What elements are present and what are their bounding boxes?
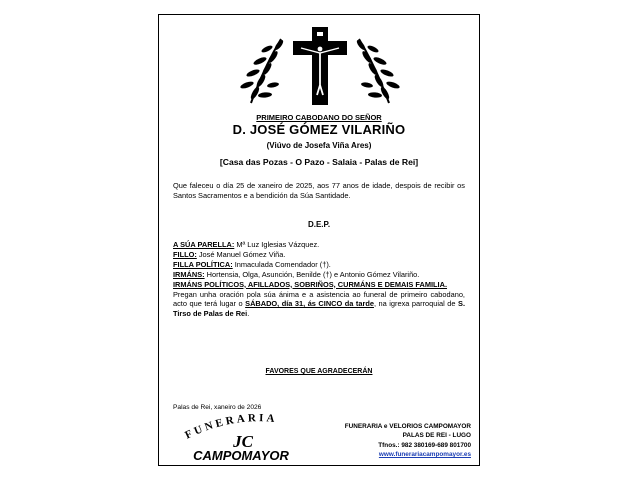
siblings-line xyxy=(173,270,465,280)
family-section xyxy=(173,240,465,319)
ceremony-datetime: SÁBADO, día 31, ás CINCO da tarde xyxy=(245,299,374,309)
company-location: PALAS DE REI - LUGO xyxy=(402,432,471,440)
siblings-names: Hortensia, Olga, Asunción, Benilde (†) e Antonio Gómez Vilariño. xyxy=(204,269,420,279)
ceremony-text-1: Pregan unha oración pola súa ánima e a asistencia ao funeral de primeiro cabodano, acto que terá lugar o xyxy=(173,289,465,309)
residence-line: [Casa das Pozas - O Pazo - Salaia - Palas de Rei] xyxy=(219,157,419,167)
relatives-line xyxy=(173,280,465,290)
daughter-in-law-label: FILLA POLÍTICA: xyxy=(173,259,233,269)
crucifix-icon xyxy=(293,27,347,105)
relatives-text: IRMÁNS POLÍTICOS, AFILLADOS, SOBRIÑOS, CURMÁNS E DEMAIS FAMILIA. xyxy=(173,279,448,289)
partner-line xyxy=(173,240,465,250)
partner-label: A SÚA PARELLA: xyxy=(173,240,235,249)
obituary-notice xyxy=(158,14,480,466)
crucifix-emblem xyxy=(235,23,405,109)
company-name: FUNERARIA e VELORIOS CAMPOMAYOR xyxy=(344,423,471,430)
place-date: Palas de Rei, xaneiro de 2026 xyxy=(173,404,262,411)
company-info xyxy=(345,422,471,460)
siblings-label: IRMÁNS: xyxy=(173,269,205,279)
laurel-branch-left-icon xyxy=(240,39,285,103)
partner-name: Mª Luz Iglesias Vázquez. xyxy=(234,240,320,249)
widower-note: (Viúvo de Josefa Viña Ares) xyxy=(266,141,372,150)
company-phones: Tfnos.: 982 380169-689 801700 xyxy=(378,441,471,449)
daughter-in-law-name: Inmaculada Comendador (†). xyxy=(232,259,331,269)
rip-label: D.E.P. xyxy=(307,220,331,229)
logo-monogram: JC xyxy=(233,432,253,451)
notice-heading: PRIMEIRO CABODANO DO SEÑOR xyxy=(256,113,382,122)
son-line xyxy=(173,250,465,260)
ceremony-text-3: . xyxy=(247,309,250,319)
death-announcement: Que faleceu o día 25 de xaneiro de 2025, aos 77 anos de idade, despois de recibir os Santos Sacramentos e a bendición da Súa Santidade. xyxy=(173,181,465,200)
deceased-name: D. JOSÉ GÓMEZ VILARIÑO xyxy=(232,122,406,137)
funeraria-logo xyxy=(173,413,323,463)
son-name: José Manuel Gómez Viña. xyxy=(196,249,286,259)
svg-text:FUNERARIA xyxy=(183,413,278,442)
son-label: FILLO: xyxy=(173,249,197,259)
ceremony-text-2: , na igrexa parroquial de xyxy=(373,299,459,309)
logo-name: CAMPOMAYOR xyxy=(193,448,289,463)
ceremony-paragraph xyxy=(173,290,465,320)
ceremony-church: S. Tirso de Palas de Rei xyxy=(173,299,465,319)
thanks-line: FAVORES QUE AGRADECERÁN xyxy=(265,368,373,375)
laurel-branch-right-icon xyxy=(355,39,400,103)
company-website-link[interactable]: www.funerariacampomayor.es xyxy=(378,451,471,459)
logo-arc-text: FUNERARIA xyxy=(183,413,279,442)
daughter-in-law-line xyxy=(173,260,465,270)
